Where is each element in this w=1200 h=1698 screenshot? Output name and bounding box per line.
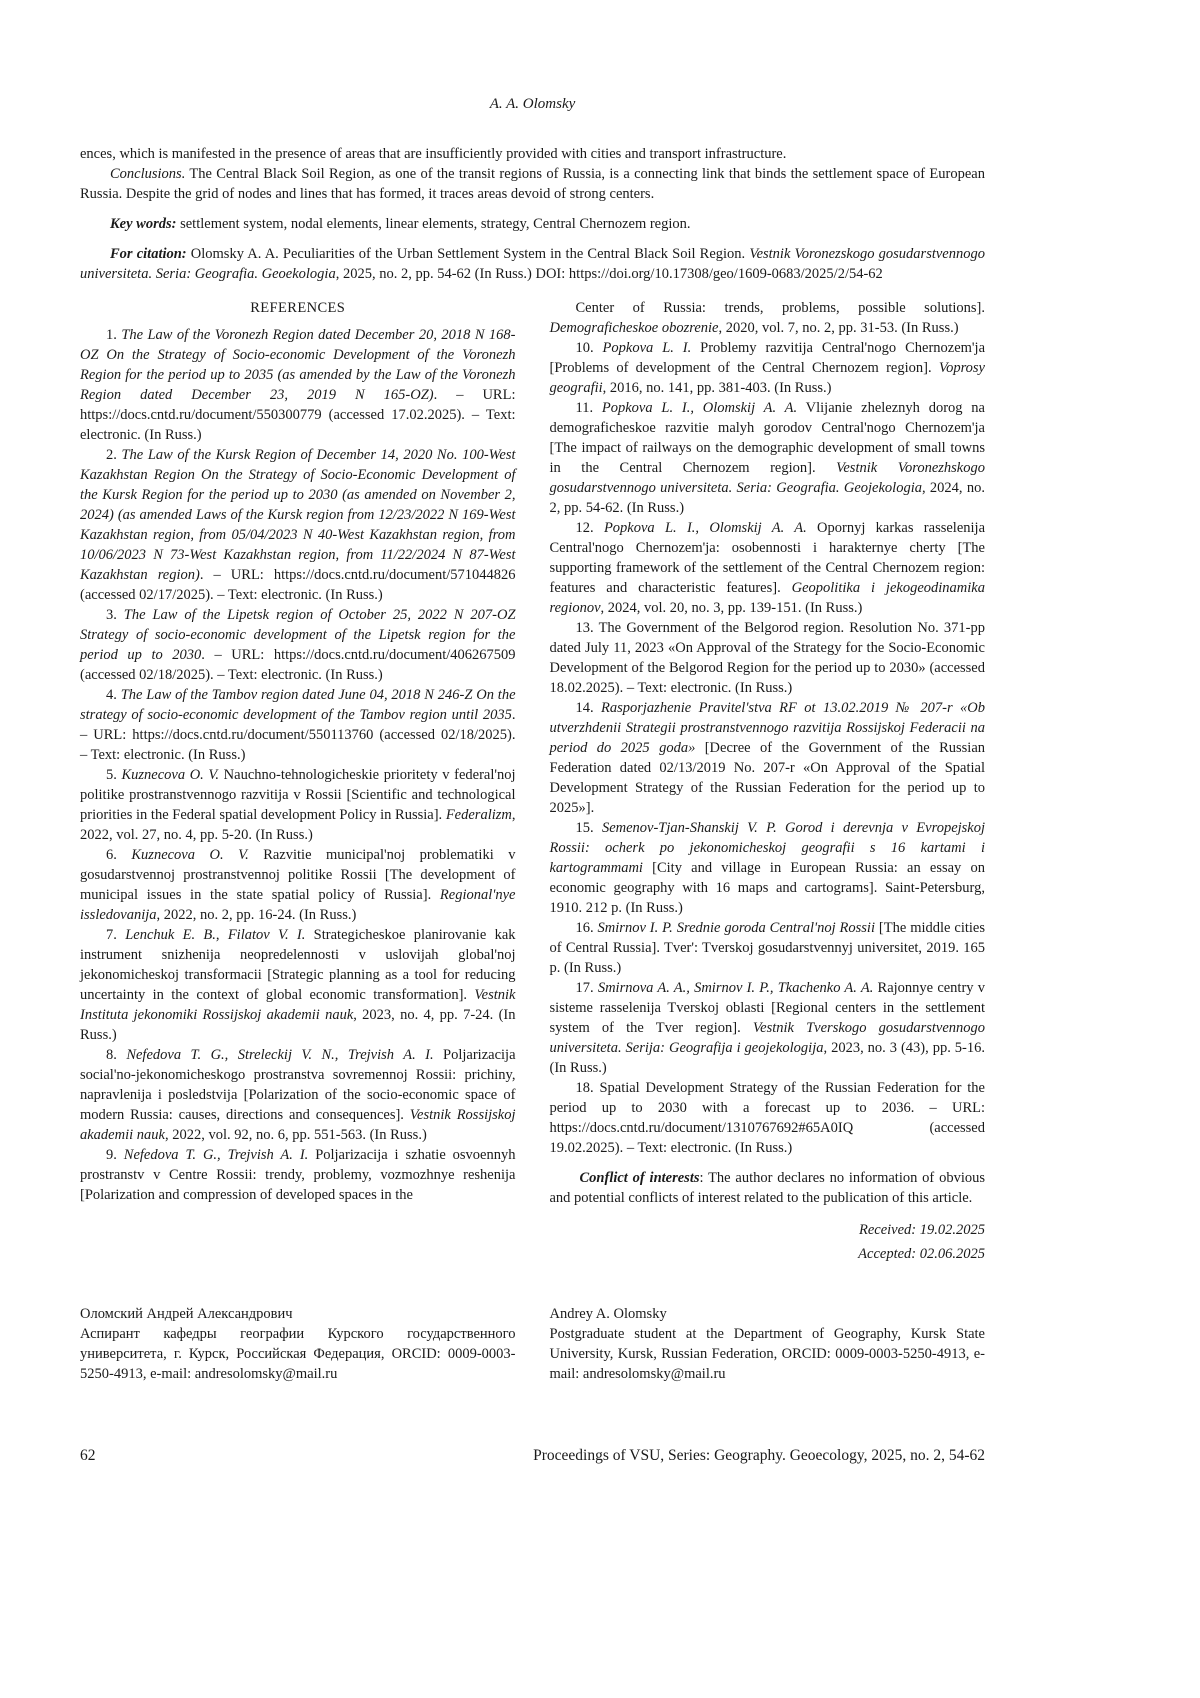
text-segment: The Law of the Tambov region dated June 04, 2018 N 246-Z On the strategy of socio-economic development of the Tambov region until 2035 <box>80 687 516 723</box>
manuscript-dates <box>550 1218 986 1266</box>
text-segment: Kuznecova O. V. <box>121 767 220 783</box>
text-segment: Vestnik Instituta jekonomiki Rossijskoj akademii nauk <box>80 987 516 1023</box>
text-segment: Key words: <box>110 216 177 232</box>
text-segment: [The middle cities of Central Russia]. Tver': Tverskoj gosudarstvennyj universitet, 2019. 165 p. (In Russ.) <box>549 920 985 976</box>
reference-item <box>550 978 986 1078</box>
text-segment: Poljarizacija i szhatie osvoennyh prostranstv v Centre Rossii: trendy, problemy, vozmozhnye reshenija [Polarization and compression of developed spaces in the <box>80 1147 516 1203</box>
text-segment: 10. <box>575 340 603 356</box>
received-date: Received: 19.02.2025 <box>858 1222 985 1238</box>
reference-item <box>550 818 986 918</box>
text-segment: ences, which is manifested in the presence of areas that are insufficiently provided with cities and transport infrastructure. <box>80 146 787 162</box>
text-segment: , 2025, no. 2, pp. 54-62 (In Russ.) DOI: https://doi.org/10.17308/geo/1609-0683/2025/2/54-62 <box>335 266 883 282</box>
author-bio-en: Postgraduate student at the Department of Geography, Kursk State University, Kursk, Russian Federation, ORCID: 0009-0003-5250-4913, e-mail: andresolomsky@mail.ru <box>549 1326 985 1382</box>
text-segment: [Decree of the Government of the Russian Federation dated 02/13/2019 No. 207-r «On Approval of the Spatial Development Strategy of the Russian Federation for the period up to 2025»]. <box>549 740 986 816</box>
reference-item <box>550 698 986 818</box>
text-segment: 1. <box>106 327 122 343</box>
references-heading: REFERENCES <box>250 300 346 316</box>
reference-item <box>80 845 516 925</box>
text-segment: Popkova L. I., Olomskij A. A. <box>601 400 798 416</box>
reference-item <box>80 1145 516 1205</box>
text-segment: , 2024, no. 2, pp. 54-62. (In Russ.) <box>549 480 985 516</box>
text-segment: Razvitie municipal'noj problematiki v gosudarstvennoj prostranstvennoj politike Rossii [The development of municipal issues in the state spatial policy of Russia]. <box>80 847 516 903</box>
text-segment: Nauchno-tehnologicheskie prioritety v federal'noj politike prostranstvennogo razvitija v Rossii [Scientific and technological priorities in the Federal spatial development Policy in Russia]. <box>80 767 516 823</box>
text-segment: . – URL: https://docs.cntd.ru/document/406267509 (accessed 02/18/2025). – Text: electronic. (In Russ.) <box>80 647 516 683</box>
text-segment: 5. <box>106 767 122 783</box>
author-bio-ru: Аспирант кафедры географии Курского государственного университета, г. Курск, Российская Федерация, ORCID: 0009-0003-5250-4913, e-mail: andresolomsky@mail.ru <box>80 1326 516 1382</box>
paragraph-continuation <box>80 144 985 164</box>
text-segment: 15. <box>575 820 602 836</box>
author-info-section <box>80 1304 985 1384</box>
text-segment: 18. Spatial Development Strategy of the Russian Federation for the period up to 2030 with a forecast up to 2036. – URL: https://docs.cntd.ru/document/1310767692#65A0IQ (accessed 19.02.2025). – Text: electronic. (In Russ.) <box>549 1080 985 1156</box>
text-segment: : The author declares no information of obvious and potential conflicts of interest related to the publication of this article. <box>549 1170 985 1206</box>
text-segment: The Central Black Soil Region, as one of the transit regions of Russia, is a connecting link that binds the settlement space of European Russia. Despite the grid of nodes and lines that has formed, it traces areas devoid of strong centers. <box>80 166 985 202</box>
text-segment: Voprosy geografii <box>549 360 985 396</box>
text-segment: 6. <box>106 847 132 863</box>
page-number: 62 <box>80 1447 96 1464</box>
text-segment: Problemy razvitija Central'nogo Chernozem'ja [Problems of development of the Central Chernozem region]. <box>549 340 986 376</box>
page-content <box>80 94 985 1466</box>
text-segment: Rasporjazhenie Pravitel'stva RF ot 13.02.2019 № 207-r «Ob utverzhdenii Strategii prostranstvennogo razvitija Rossijskoj Federacii na period do 2025 goda» <box>549 700 985 756</box>
text-segment: Smirnov I. P. Srednie goroda Central'noj Rossii <box>597 920 875 936</box>
text-segment: Vestnik Voronezhskogo gosudarstvennogo universiteta. Seria: Geografia. Geojekologia <box>549 460 985 496</box>
text-segment: Olomsky A. A. Peculiarities of the Urban Settlement System in the Central Black Soil Region. <box>186 246 750 262</box>
text-segment: 16. <box>575 920 598 936</box>
text-segment: Geopolitika i jekogeodinamika regionov <box>549 580 985 616</box>
text-segment: 9. <box>106 1147 124 1163</box>
text-segment: 13. The Government of the Belgorod region. Resolution No. 371-pp dated July 11, 2023 «On Approval of the Strategy for the Socio-Economic Development of the Belgorod Region for the period up to 2030» (accessed 18.02.2025). – Text: electronic. (In Russ.) <box>549 620 985 696</box>
reference-item <box>80 765 516 845</box>
text-segment: . – URL: https://docs.cntd.ru/document/571044826 (accessed 02/17/2025). – Text: electronic. (In Russ.) <box>80 567 516 603</box>
reference-item <box>80 925 516 1045</box>
text-segment: 11. <box>575 400 602 416</box>
text-segment: Strategicheskoe planirovanie kak instrument snizhenija neopredelennosti v uslovijah global'noj jekonomicheskoj transformacii [Strategic planning as a tool for reducing uncertainty in the context of global economic transformation]. <box>80 927 516 1003</box>
text-segment: 8. <box>106 1047 127 1063</box>
text-segment: 2. <box>106 447 122 463</box>
text-segment: Federalizm <box>445 807 512 823</box>
journal-footer-line: Proceedings of VSU, Series: Geography. Geoecology, 2025, no. 2, 54-62 <box>533 1447 985 1464</box>
reference-item <box>550 398 986 518</box>
front-matter <box>80 144 985 284</box>
text-segment: , 2022, vol. 92, no. 6, pp. 551-563. (In Russ.) <box>164 1127 427 1143</box>
running-head-author: A. A. Olomsky <box>489 96 576 112</box>
text-segment: , 2016, no. 141, pp. 381-403. (In Russ.) <box>602 380 832 396</box>
text-segment: The Law of the Lipetsk region of October 25, 2022 N 207-OZ Strategy of socio-economic development of the Lipetsk region for the period up to 2030 <box>80 607 516 663</box>
text-segment: Vestnik Tverskogo gosudarstvennogo universiteta. Serija: Geografija i geojekologija <box>549 1020 985 1056</box>
references-list-right <box>550 298 986 1158</box>
reference-item <box>80 445 516 605</box>
author-name-en: Andrey A. Olomsky <box>549 1306 667 1322</box>
text-segment: Nefedova T. G., Trejvish A. I. <box>123 1147 309 1163</box>
text-segment: 17. <box>575 980 598 996</box>
text-segment: Regional'nye issledovanija <box>80 887 516 923</box>
reference-item <box>550 518 986 618</box>
reference-item <box>80 685 516 765</box>
reference-item <box>80 325 516 445</box>
author-name-ru: Оломский Андрей Александрович <box>80 1306 293 1322</box>
references-section <box>80 298 985 1266</box>
text-segment: , 2023, no. 4, pp. 7-24. (In Russ.) <box>80 1007 516 1043</box>
text-segment: Conflict of interests <box>579 1170 700 1186</box>
text-segment: For citation: <box>110 246 187 262</box>
references-list-left <box>80 325 516 1205</box>
text-segment: , 2022, vol. 27, no. 4, pp. 5-20. (In Russ.) <box>80 807 516 843</box>
text-segment: Kuznecova O. V. <box>131 847 249 863</box>
text-segment: Poljarizacija social'no-jekonomicheskogo prostranstva sovremennoj Rossii: prichiny, napravlenija i posledstvija [Polarization of the socio-economic space of modern Russia: causes, directions and consequences]. <box>80 1047 516 1123</box>
text-segment: Lenchuk E. B., Filatov V. I. <box>125 927 306 943</box>
text-segment: Vestnik Rossijskoj akademii nauk <box>80 1107 516 1143</box>
text-segment: The Law of the Kursk Region of December 14, 2020 No. 100-West Kazakhstan Region On the Strategy of Socio-Economic Development of the Kursk Region for the period up to 2030 (as amended on November 2, 2024) (as amended Laws of the Kursk region from 12/23/2022 N 169-West Kazakhstan region, from 05/04/2023 N 40-West Kazakhstan region, from 10/06/2023 N 73-West Kazakhstan region, from 11/22/2024 N 87-West Kazakhstan region) <box>80 447 516 583</box>
text-segment: Smirnova A. A., Smirnov I. P., Tkachenko A. A. <box>597 980 874 996</box>
paragraph-citation <box>80 244 985 284</box>
text-segment: Rajonnye centry v sisteme rasselenija Tverskoj oblasti [Regional centers in the settlement system of the Tver region]. <box>549 980 985 1036</box>
text-segment: . – URL: https://docs.cntd.ru/document/550300779 (accessed 17.02.2025). – Text: electronic. (In Russ.) <box>80 387 516 443</box>
text-segment: The Law of the Voronezh Region dated December 20, 2018 N 168-OZ On the Strategy of Socio-economic Development of the Voronezh Region for the period up to 2035 (as amended by the Law of the Voronezh Region dated December 23, 2019 N 165-OZ) <box>80 327 516 403</box>
paragraph-conclusions <box>80 164 985 204</box>
text-segment: Popkova L. I., Olomskij A. A. <box>603 520 807 536</box>
conflict-of-interests-statement <box>550 1168 986 1208</box>
text-segment: 4. <box>106 687 121 703</box>
page-footer <box>80 1446 985 1466</box>
text-segment: Demograficheskoe obozrenie <box>549 320 719 336</box>
paragraph-keywords <box>80 214 985 234</box>
reference-item <box>550 618 986 698</box>
text-segment: Center of Russia: trends, problems, possible solutions]. <box>575 300 985 316</box>
references-column-left <box>80 298 516 1266</box>
text-segment: 14. <box>575 700 602 716</box>
text-segment: , 2023, no. 3 (43), pp. 5-16. (In Russ.) <box>549 1040 985 1076</box>
text-segment: settlement system, nodal elements, linear elements, strategy, Central Chernozem region. <box>176 216 691 232</box>
text-segment: , 2020, vol. 7, no. 2, pp. 31-53. (In Russ.) <box>718 320 959 336</box>
reference-item <box>550 918 986 978</box>
text-segment: Semenov-Tjan-Shanskij V. P. Gorod i derevnja v Evropejskoj Rossii: ocherk po jekonomicheskoj geografii s 16 kartami i kartogrammami <box>549 820 986 876</box>
reference-item <box>550 1078 986 1158</box>
reference-item <box>80 605 516 685</box>
references-column-right <box>550 298 986 1266</box>
text-segment: 12. <box>575 520 604 536</box>
reference-item <box>550 298 986 338</box>
text-segment: Vestnik Voronezskogo gosudarstvennogo universiteta. Seria: Geografia. Geoekologia <box>80 246 985 282</box>
reference-item <box>550 338 986 398</box>
text-segment: Nefedova T. G., Streleckij V. N., Trejvish A. I. <box>126 1047 434 1063</box>
text-segment: , 2022, no. 2, pp. 16-24. (In Russ.) <box>156 907 357 923</box>
author-info-english <box>550 1304 986 1384</box>
text-segment: , 2024, vol. 20, no. 3, pp. 139-151. (In Russ.) <box>600 600 863 616</box>
accepted-date: Accepted: 02.06.2025 <box>858 1246 985 1262</box>
text-segment: Popkova L. I. <box>602 340 692 356</box>
text-segment: Vlijanie zheleznyh dorog na demograficheskoe razvitie malyh gorodov Central'nogo Chernozem'ja [The impact of railways on the demographic development of small towns in the Central Chernozem region]. <box>549 400 985 476</box>
text-segment: 7. <box>106 927 126 943</box>
text-segment: . – URL: https://docs.cntd.ru/document/550113760 (accessed 02/18/2025). – Text: electronic. (In Russ.) <box>80 707 516 763</box>
text-segment: [City and village in European Russia: an essay on economic geography with 16 maps and cartograms]. Saint-Petersburg, 1910. 212 p. (In Russ.) <box>549 860 985 916</box>
reference-item <box>80 1045 516 1145</box>
text-segment: 3. <box>106 607 124 623</box>
author-info-russian <box>80 1304 516 1384</box>
text-segment: Opornyj karkas rasselenija Central'nogo Chernozem'ja: osobennosti i harakternye cherty [The supporting framework of the settlement of the Central Chernozem region: features and characteristic features]. <box>549 520 986 596</box>
text-segment: Conclusions. <box>110 166 186 182</box>
